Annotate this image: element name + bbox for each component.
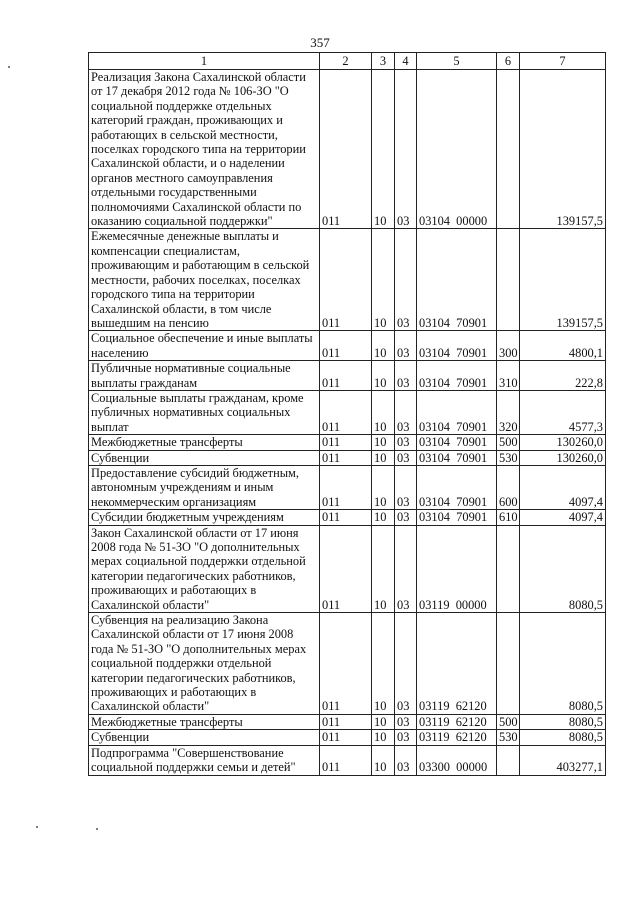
- row-c6-cell: 310: [497, 361, 520, 391]
- row-c5-cell: 03104 70901: [417, 390, 497, 434]
- row-c4-cell: 03: [395, 525, 417, 612]
- table-row: [89, 613, 606, 715]
- row-name-cell: Реализация Закона Сахалинской области от 17 декабря 2012 года № 106-ЗО "О социальной поддержке отдельных категорий граждан, проживающих и работающих в сельской местности, поселках городского типа на территории Сахалинской области, и о наделении органов местного самоуправления отдельными государственными полномочиями Сахалинской области по оказанию социальной поддержки": [89, 70, 320, 229]
- row-c7-cell: 130260,0: [520, 450, 606, 465]
- scan-speck: [96, 828, 98, 830]
- table-row: [89, 70, 606, 229]
- row-c2-cell: 011: [320, 714, 372, 729]
- row-c5-cell: 03104 70901: [417, 361, 497, 391]
- table-row: [89, 730, 606, 745]
- row-c3-cell: 10: [372, 510, 395, 525]
- row-c6-cell: 530: [497, 730, 520, 745]
- row-name-cell: Закон Сахалинской области от 17 июня 2008 года № 51-ЗО "О дополнительных мерах социальной поддержки отдельной категории педагогических работников, проживающих и работающих в Сахалинской области": [89, 525, 320, 612]
- table-row: [89, 361, 606, 391]
- row-c4-cell: 03: [395, 229, 417, 331]
- table-row: [89, 525, 606, 612]
- table-row: [89, 435, 606, 450]
- row-c5-cell: 03104 70901: [417, 465, 497, 509]
- row-c7-cell: 403277,1: [520, 745, 606, 775]
- row-c7-cell: 222,8: [520, 361, 606, 391]
- row-c3-cell: 10: [372, 730, 395, 745]
- row-name-cell: Подпрограмма "Совершенствование социальной поддержки семьи и детей": [89, 745, 320, 775]
- row-c4-cell: 03: [395, 730, 417, 745]
- row-c2-cell: 011: [320, 525, 372, 612]
- row-name-cell: Субвенция на реализацию Закона Сахалинской области от 17 июня 2008 года № 51-ЗО "О дополнительных мерах социальной поддержки отдельной категории педагогических работников, проживающих и работающих в Сахалинской области": [89, 613, 320, 715]
- row-name-cell: Социальные выплаты гражданам, кроме публичных нормативных социальных выплат: [89, 390, 320, 434]
- row-c3-cell: 10: [372, 525, 395, 612]
- row-c3-cell: 10: [372, 331, 395, 361]
- table-header: [89, 53, 606, 70]
- row-c7-cell: 8080,5: [520, 613, 606, 715]
- row-c3-cell: 10: [372, 229, 395, 331]
- row-c4-cell: 03: [395, 435, 417, 450]
- table-row: [89, 745, 606, 775]
- row-name-cell: Субвенции: [89, 730, 320, 745]
- row-c2-cell: 011: [320, 613, 372, 715]
- scan-speck: [8, 66, 10, 68]
- row-c2-cell: 011: [320, 465, 372, 509]
- row-c4-cell: 03: [395, 745, 417, 775]
- row-name-cell: Ежемесячные денежные выплаты и компенсации специалистам, проживающим и работающим в сельской местности, рабочих поселках, поселках городского типа на территории Сахалинской области, в том числе вышедшим на пенсию: [89, 229, 320, 331]
- row-c5-cell: 03119 62120: [417, 730, 497, 745]
- row-c6-cell: 600: [497, 465, 520, 509]
- row-c2-cell: 011: [320, 361, 372, 391]
- row-c3-cell: 10: [372, 465, 395, 509]
- row-c7-cell: 139157,5: [520, 229, 606, 331]
- row-c7-cell: 139157,5: [520, 70, 606, 229]
- page-number: 357: [310, 35, 330, 50]
- budget-table: [88, 52, 606, 776]
- row-c2-cell: 011: [320, 390, 372, 434]
- row-c4-cell: 03: [395, 714, 417, 729]
- column-header: 5: [417, 53, 497, 70]
- row-c4-cell: 03: [395, 70, 417, 229]
- column-header: 4: [395, 53, 417, 70]
- row-c6-cell: 610: [497, 510, 520, 525]
- row-c4-cell: 03: [395, 331, 417, 361]
- row-c7-cell: 130260,0: [520, 435, 606, 450]
- row-name-cell: Межбюджетные трансферты: [89, 714, 320, 729]
- column-header: 7: [520, 53, 606, 70]
- table-row: [89, 510, 606, 525]
- row-c6-cell: [497, 745, 520, 775]
- row-c6-cell: [497, 70, 520, 229]
- row-name-cell: Публичные нормативные социальные выплаты гражданам: [89, 361, 320, 391]
- row-c5-cell: 03119 62120: [417, 714, 497, 729]
- row-c5-cell: 03104 70901: [417, 331, 497, 361]
- column-header: 2: [320, 53, 372, 70]
- row-c4-cell: 03: [395, 510, 417, 525]
- row-c4-cell: 03: [395, 361, 417, 391]
- row-c4-cell: 03: [395, 450, 417, 465]
- table-body: [89, 70, 606, 776]
- row-name-cell: Социальное обеспечение и иные выплаты населению: [89, 331, 320, 361]
- row-c6-cell: 530: [497, 450, 520, 465]
- row-c2-cell: 011: [320, 229, 372, 331]
- row-c2-cell: 011: [320, 745, 372, 775]
- scan-speck: [36, 826, 38, 828]
- column-header: 3: [372, 53, 395, 70]
- row-c3-cell: 10: [372, 390, 395, 434]
- row-c6-cell: [497, 229, 520, 331]
- header-row: [89, 53, 606, 70]
- row-c5-cell: 03104 00000: [417, 70, 497, 229]
- row-c7-cell: 8080,5: [520, 714, 606, 729]
- row-c2-cell: 011: [320, 435, 372, 450]
- table-row: [89, 331, 606, 361]
- table-row: [89, 390, 606, 434]
- row-c7-cell: 4097,4: [520, 510, 606, 525]
- row-c4-cell: 03: [395, 613, 417, 715]
- row-c3-cell: 10: [372, 714, 395, 729]
- row-c5-cell: 03300 00000: [417, 745, 497, 775]
- row-c3-cell: 10: [372, 450, 395, 465]
- row-c2-cell: 011: [320, 450, 372, 465]
- row-c2-cell: 011: [320, 510, 372, 525]
- row-name-cell: Субвенции: [89, 450, 320, 465]
- row-c7-cell: 4800,1: [520, 331, 606, 361]
- row-c5-cell: 03119 00000: [417, 525, 497, 612]
- row-name-cell: Субсидии бюджетным учреждениям: [89, 510, 320, 525]
- row-c6-cell: 500: [497, 435, 520, 450]
- row-c7-cell: 8080,5: [520, 525, 606, 612]
- table-row: [89, 229, 606, 331]
- row-name-cell: Межбюджетные трансферты: [89, 435, 320, 450]
- row-c3-cell: 10: [372, 361, 395, 391]
- row-c7-cell: 4097,4: [520, 465, 606, 509]
- table-row: [89, 465, 606, 509]
- table-row: [89, 450, 606, 465]
- row-c7-cell: 8080,5: [520, 730, 606, 745]
- row-c5-cell: 03104 70901: [417, 435, 497, 450]
- row-name-cell: Предоставление субсидий бюджетным, автономным учреждениям и иным некоммерческим организациям: [89, 465, 320, 509]
- row-c6-cell: [497, 613, 520, 715]
- row-c5-cell: 03119 62120: [417, 613, 497, 715]
- column-header: 1: [89, 53, 320, 70]
- row-c7-cell: 4577,3: [520, 390, 606, 434]
- row-c5-cell: 03104 70901: [417, 450, 497, 465]
- row-c6-cell: 300: [497, 331, 520, 361]
- column-header: 6: [497, 53, 520, 70]
- row-c3-cell: 10: [372, 435, 395, 450]
- row-c4-cell: 03: [395, 465, 417, 509]
- row-c3-cell: 10: [372, 70, 395, 229]
- row-c6-cell: [497, 525, 520, 612]
- row-c3-cell: 10: [372, 745, 395, 775]
- row-c4-cell: 03: [395, 390, 417, 434]
- table-row: [89, 714, 606, 729]
- row-c6-cell: 500: [497, 714, 520, 729]
- row-c2-cell: 011: [320, 331, 372, 361]
- row-c6-cell: 320: [497, 390, 520, 434]
- row-c2-cell: 011: [320, 730, 372, 745]
- row-c2-cell: 011: [320, 70, 372, 229]
- row-c3-cell: 10: [372, 613, 395, 715]
- row-c5-cell: 03104 70901: [417, 510, 497, 525]
- row-c5-cell: 03104 70901: [417, 229, 497, 331]
